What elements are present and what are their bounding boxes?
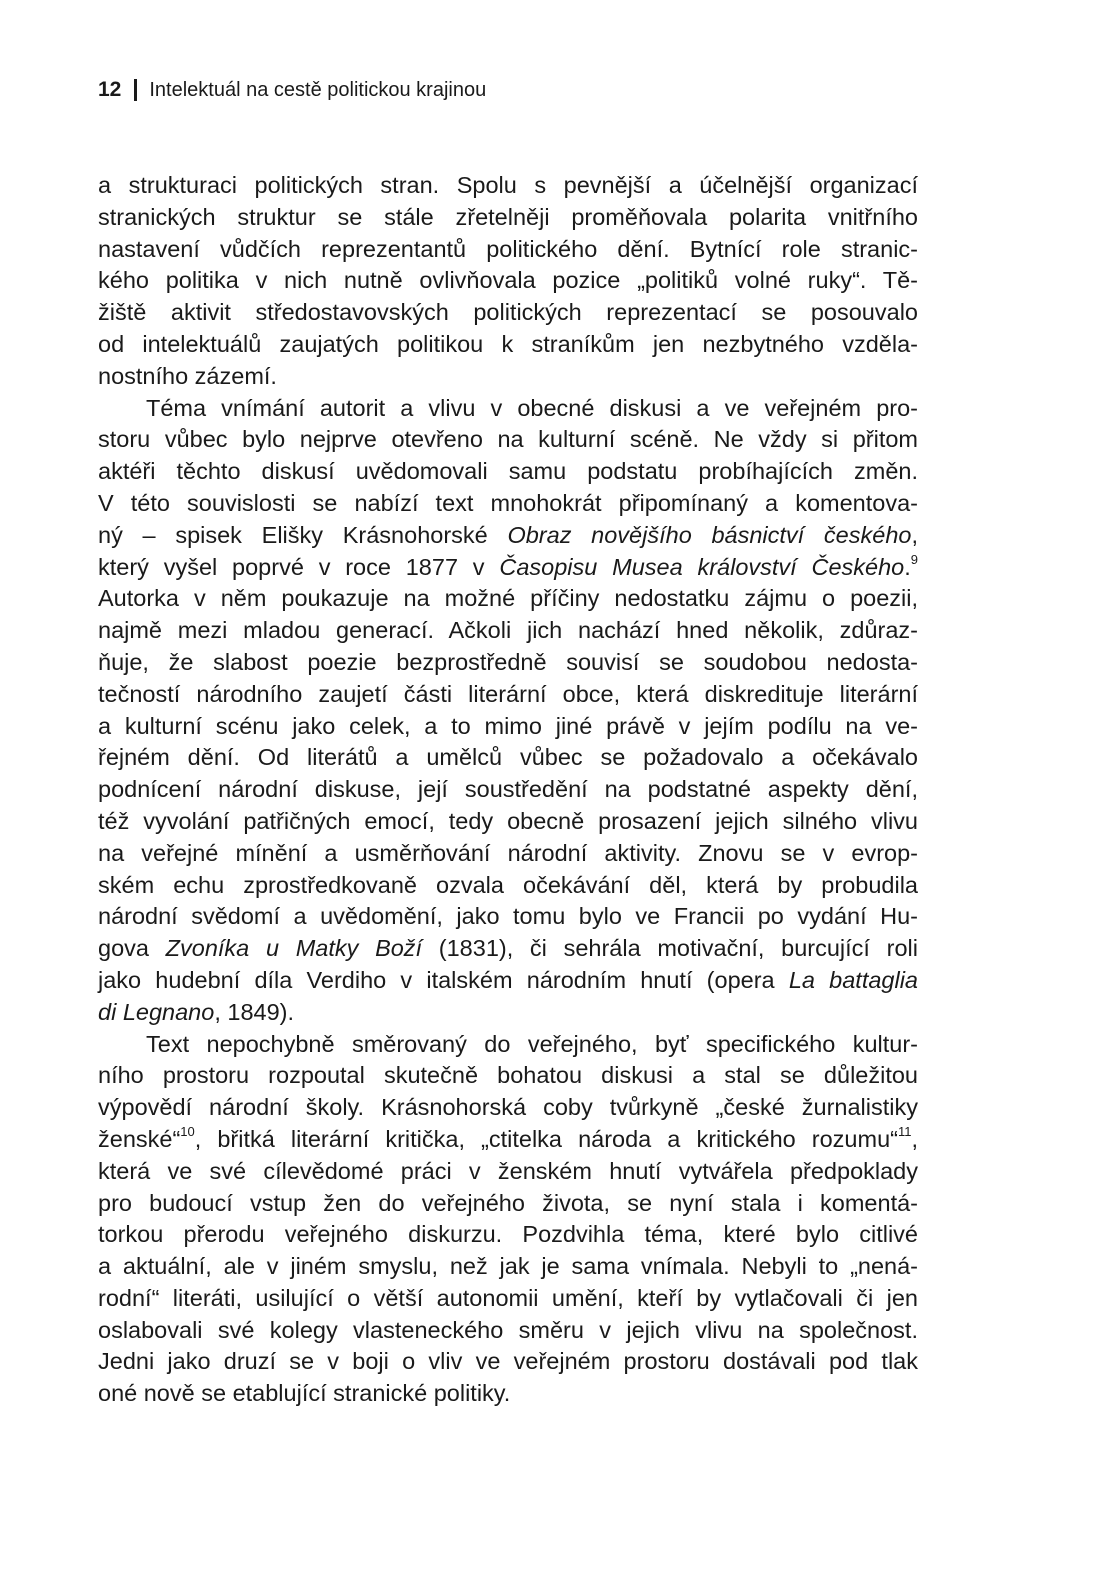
text-line [98,1283,918,1315]
paragraph [98,393,918,1029]
text-run: a kulturní scénu jako celek, a to mimo jiné právě v jejím podílu na ve- [98,712,918,739]
text-line [98,1378,918,1410]
body-text [98,170,918,1410]
running-title: Intelektuál na cestě politickou krajinou [149,78,487,101]
text-line [98,202,918,234]
text-run: stranických struktur se stále zřetelněji proměňovala polarita vnitřního [98,203,918,230]
text-run: rodní“ literáti, usilující o větší autonomii umění, kteří by vytlačovali či jen [98,1284,918,1311]
text-run: jako hudební díla Verdiho v italském národním hnutí (opera [98,966,789,993]
text-line [98,742,918,774]
text-line [98,679,918,711]
text-line [98,901,918,933]
text-line [98,838,918,870]
italic-title: Zvoníka u Matky Boží [165,935,423,962]
text-run: , [911,1125,918,1152]
text-line [98,297,918,329]
text-run: Jedni jako druzí se v boji o vliv ve veřejném prostoru dostávali pod tlak [98,1348,918,1375]
text-line [98,393,918,425]
text-run: , břitká literární kritička, „ctitelka národa a kritického rozumu“ [194,1125,898,1152]
text-line [98,1251,918,1283]
text-run: ském echu zprostředkovaně ozvala očekávání děl, která by probudila [98,871,918,898]
text-run: nastavení vůdčích reprezentantů politického dění. Bytnící role stranic- [98,235,918,262]
text-run: žiště aktivit středostavovských politických reprezentací se posouvalo [98,299,918,326]
text-line [98,234,918,266]
text-line [98,424,918,456]
text-run: Text nepochybně směrovaný do veřejného, byť specifického kultur- [146,1030,918,1057]
text-line [98,1124,918,1156]
text-line [98,1346,918,1378]
text-run: řejném dění. Od literátů a umělců vůbec se požadovalo a očekávalo [98,744,918,771]
text-run: pro budoucí vstup žen do veřejného života, se nyní stala i komentá- [98,1189,918,1216]
text-line [98,1188,918,1220]
text-line [98,170,918,202]
text-line [98,329,918,361]
text-run: který vyšel poprvé v roce 1877 v [98,553,500,580]
text-run: ženské“ [98,1125,181,1152]
text-line [98,361,918,393]
text-run: ňuje, že slabost poezie bezprostředně souvisí se soudobou nedosta- [98,648,918,675]
text-run: gova [98,935,166,962]
text-line [98,552,918,584]
text-run: kého politika v nich nutně ovlivňovala pozice „politiků volné ruky“. Tě- [98,267,918,294]
page-number: 12 [98,78,122,101]
text-run: ního prostoru rozpoutal skutečně bohatou diskusi a stal se důležitou [98,1062,918,1089]
italic-title: La battaglia [788,966,918,993]
text-line [98,774,918,806]
footnote-marker: 9 [910,551,918,567]
text-run: která ve své cílevědomé práci v ženském hnutí vytvářela předpoklady [98,1157,918,1184]
text-line [98,265,918,297]
text-run: najmě mezi mladou generací. Ačkoli jich nachází hned několik, zdůraz- [98,617,918,644]
italic-title: di Legnano [98,998,215,1025]
header-separator [134,79,137,101]
text-run: V této souvislosti se nabízí text mnohokrát připomínaný a komentova- [98,489,918,516]
text-run: aktéři těchto diskusí uvědomovali samu podstatu probíhajících změn. [98,458,918,485]
italic-title: Časopisu Musea království Českého [499,553,905,580]
text-run: tečností národního zaujetí části literární obce, která diskredituje literární [98,680,918,707]
text-line [98,520,918,552]
text-line [98,615,918,647]
text-line [98,1029,918,1061]
text-run: torkou přerodu veřejného diskurzu. Pozdvihla téma, které bylo citlivé [98,1221,918,1248]
text-line [98,583,918,615]
text-line [98,488,918,520]
text-line [98,647,918,679]
text-run: též vyvolání patřičných emocí, tedy obecně prosazení jejich silného vlivu [98,807,918,834]
text-line [98,965,918,997]
italic-title: Obraz novějšího básnictví českého [507,521,912,548]
text-line [98,1315,918,1347]
paragraph [98,1029,918,1411]
text-line [98,456,918,488]
running-header [98,74,486,106]
text-run: a strukturaci politických stran. Spolu s pevnější a účelnější organizací [98,172,918,198]
text-run: , 1849). [214,998,295,1025]
text-run: , [911,521,918,548]
text-line [98,711,918,743]
footnote-marker: 11 [897,1123,912,1139]
text-line [98,997,918,1029]
text-run: oné nově se etablující stranické politiky. [98,1380,511,1407]
paragraph [98,170,918,393]
text-run: nostního zázemí. [98,362,277,389]
text-line [98,1156,918,1188]
text-run: národní svědomí a uvědomění, jako tomu bylo ve Francii po vydání Hu- [98,903,918,930]
text-line [98,1092,918,1124]
text-line [98,933,918,965]
text-run: storu vůbec bylo nejprve otevřeno na kulturní scéně. Ne vždy si přitom [98,426,918,453]
text-run: Téma vnímání autorit a vlivu v obecné diskusi a ve veřejném pro- [146,394,918,421]
text-run: oslabovali své kolegy vlasteneckého směru v jejich vlivu na společnost. [98,1316,918,1343]
text-run: ný – spisek Elišky Krásnohorské [98,521,508,548]
text-run: Autorka v něm poukazuje na možné příčiny nedostatku zájmu o poezii, [98,585,918,612]
text-run: a aktuální, ale v jiném smyslu, než jak je sama vnímala. Nebyli to „nená- [98,1253,918,1280]
text-run: od intelektuálů zaujatých politikou k straníkům jen nezbytného vzděla- [98,330,918,357]
text-run: . [904,553,911,580]
text-run: podnícení národní diskuse, její soustředění na podstatné aspekty dění, [98,776,918,803]
text-run: výpovědí národní školy. Krásnohorská coby tvůrkyně „české žurnalistiky [98,1094,918,1121]
text-line [98,1060,918,1092]
text-line [98,870,918,902]
text-line [98,1219,918,1251]
footnote-marker: 10 [180,1123,195,1139]
text-line [98,806,918,838]
text-run: (1831), či sehrála motivační, burcující roli [422,935,918,962]
text-run: na veřejné mínění a usměrňování národní aktivity. Znovu se v evrop- [98,839,918,866]
